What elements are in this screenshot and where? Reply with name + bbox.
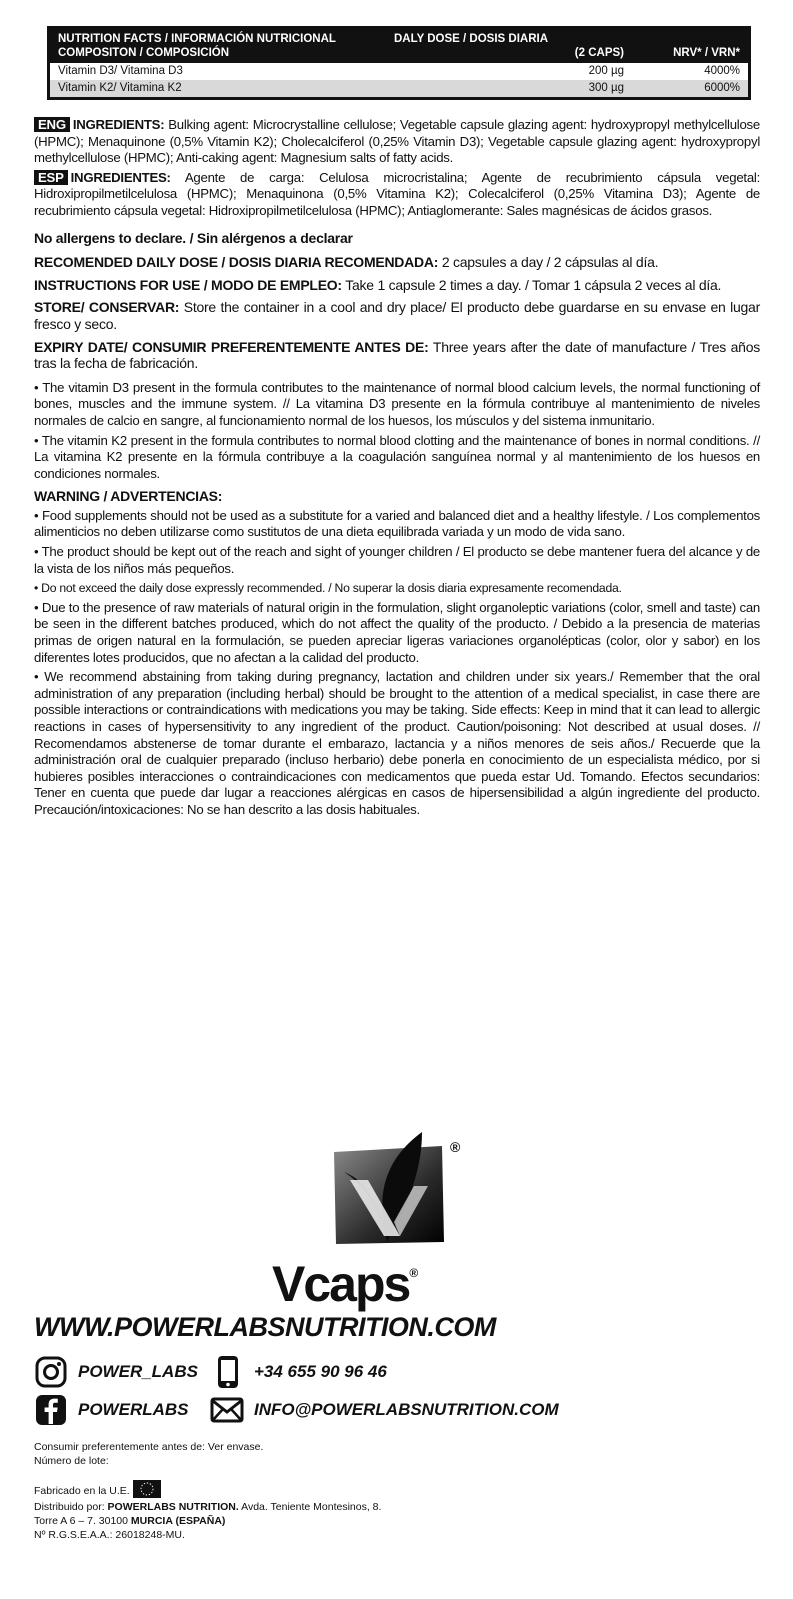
ingredients-es-label: INGREDIENTES: bbox=[70, 169, 171, 185]
phone-number: +34 655 90 96 46 bbox=[254, 1362, 387, 1381]
dist-prefix: Distribuido por: bbox=[34, 1501, 105, 1513]
facebook-contact[interactable] bbox=[34, 1393, 189, 1427]
ingredients-es bbox=[34, 170, 760, 220]
warning-title: WARNING / ADVERTENCIAS: bbox=[34, 488, 223, 505]
health-claim: • The vitamin K2 present in the formula contributes to normal blood clotting and the maintenance of bones in normal conditions. // La vitamina K2 presente en la fórmula contribuye a la coagulación sanguínea normal y al mantenimiento de los huesos en condiciones normales. bbox=[34, 432, 760, 481]
website-link[interactable]: WWW.POWERLABSNUTRITION.COM bbox=[34, 1312, 496, 1342]
nutrition-table bbox=[47, 26, 751, 100]
ingredients-en-label: INGREDIENTS: bbox=[72, 117, 165, 132]
warning-item: • Do not exceed the daily dose expressly recommended. / No superar la dosis diaria expresamente recomendada. bbox=[34, 581, 622, 596]
nutrient-nrv: 4000% bbox=[704, 65, 740, 77]
address-line: Torre A 6 – 7. 30100 bbox=[34, 1515, 128, 1527]
footer-rgsea: Nº R.G.S.E.A.A.: 26018248-MU. bbox=[34, 1529, 185, 1541]
expiry bbox=[34, 339, 760, 372]
table-row bbox=[50, 80, 748, 97]
warning-item: • Due to the presence of raw materials of natural origin in the formulation, slight organoleptic variations (color, smell and taste) can be seen in the different batches produced, which do not affect the quality of the producto. / Debido a la presencia de materias primas de origen natural en la formulación, se pueden apreciar ligeras variaciones organolépticas (color, olor y sabor) en los diferentes lotes producidos, que no afectan a la calidad del producto. bbox=[34, 599, 760, 665]
header-title: NUTRITION FACTS / INFORMACIÓN NUTRICIONAL bbox=[58, 33, 336, 45]
ingredients-en-text: Bulking agent: Microcrystalline cellulose; Vegetable capsule glazing agent: hydroxypropyl methylcellulose (HPMC); Menaquinone (0,5% Vitamin K2); Cholecalciferol (0,25% Vitamin D3); Vegetable capsule glazing agent: hydroxypropyl methylcellulose (HPMC); Anti-caking agent: Magnesium salts of fatty acids. bbox=[34, 117, 760, 166]
nutrient-name: Vitamin D3/ Vitamina D3 bbox=[58, 65, 183, 77]
footer-lot: Número de lote: bbox=[34, 1455, 109, 1467]
instagram-contact[interactable] bbox=[34, 1355, 198, 1389]
expiry-text: Three years after the date of manufacture / Tres años tras la fecha de fabricación. bbox=[34, 338, 760, 372]
header-caps: (2 CAPS) bbox=[574, 47, 624, 59]
nutrient-value: 300 µg bbox=[588, 82, 624, 94]
phone-icon bbox=[210, 1355, 244, 1389]
instructions bbox=[34, 277, 760, 294]
warning-item: • Food supplements should not be used as a substitute for a varied and balanced diet and a healthy lifestyle. / Los complementos alimenticios no deben utilizarse como sustitutos de una dieta equilibrada variada y un modo de vida sano. bbox=[34, 507, 760, 540]
label-content bbox=[34, 26, 760, 819]
lang-tag-eng: ENG bbox=[34, 117, 70, 132]
daily-dose bbox=[34, 254, 760, 271]
dist-name: POWERLABS NUTRITION. bbox=[107, 1501, 239, 1513]
email-contact[interactable] bbox=[210, 1393, 559, 1427]
ingredients-en bbox=[34, 117, 760, 167]
vcaps-reg: ® bbox=[409, 1266, 417, 1280]
footer-address bbox=[34, 1514, 225, 1528]
vcaps-logo bbox=[272, 1124, 522, 1312]
ingredients-es-text: Agente de carga: Celulosa microcristalina; Agente de recubrimiento cápsula vegetal: Hidroxipropilmetilcelulosa (HPMC); Menaquinona (0,5% Vitamina K2); Colecalciferol (0,25% Vitamina D3); Agente de recubrimiento cápsula vegetal: Hidroxipropilmetilcelulosa (HPMC); Antiaglomerante: Sales magnésicas de ácidos grasos. bbox=[34, 169, 760, 218]
storage-text: Store the container in a cool and dry place/ El producto debe guardarse en su envase en lugar fresco y seco. bbox=[34, 299, 760, 332]
nutrient-nrv: 6000% bbox=[704, 82, 740, 94]
table-row bbox=[50, 63, 748, 80]
instructions-text: Take 1 capsule 2 times a day. / Tomar 1 cápsula 2 veces al día. bbox=[345, 276, 722, 293]
daily-dose-label: RECOMENDED DAILY DOSE / DOSIS DIARIA RECOMENDADA: bbox=[34, 254, 439, 271]
storage bbox=[34, 299, 760, 332]
footer-made-in bbox=[34, 1480, 161, 1498]
header-nrv: NRV* / VRN* bbox=[673, 47, 740, 59]
nutrient-value: 200 µg bbox=[588, 65, 624, 77]
dist-address: Avda. Teniente Montesinos, 8. bbox=[241, 1501, 382, 1513]
instructions-label: INSTRUCTIONS FOR USE / MODO DE EMPLEO: bbox=[34, 276, 342, 293]
registered-mark: ® bbox=[450, 1139, 461, 1155]
mail-icon bbox=[210, 1393, 244, 1427]
warning-item: • The product should be kept out of the reach and sight of younger children / El producto se debe mantener fuera del alcance y de la vista de los niños más pequeños. bbox=[34, 544, 760, 576]
expiry-label: EXPIRY DATE/ CONSUMIR PREFERENTEMENTE ANTES DE: bbox=[34, 338, 429, 355]
made-in-text: Fabricado en la U.E. bbox=[34, 1485, 130, 1497]
vcaps-wordmark: Vcaps bbox=[272, 1256, 410, 1312]
footer-distributor bbox=[34, 1500, 381, 1514]
health-claim: • The vitamin D3 present in the formula contributes to the maintenance of normal blood calcium levels, the normal functioning of bones, muscles and the immune system. // La vitamina D3 presente en la fórmula contribuye al mantenimiento de niveles normales de calcio en sangre, al funcionamiento normal de los huesos, los músculos y del sistema inmunitario. bbox=[34, 379, 760, 428]
email-address: INFO@POWERLABSNUTRITION.COM bbox=[254, 1400, 559, 1419]
nutrition-table-header bbox=[50, 29, 748, 63]
header-composition: COMPOSITON / COMPOSICIÓN bbox=[58, 47, 230, 59]
facebook-icon bbox=[34, 1393, 68, 1427]
warning-item: • We recommend abstaining from taking during pregnancy, lactation and children under six years./ Remember that the oral administration of any preparation (including herbal) should be brought to the attention of a medical specialist, in case there are possible interactions or contraindications with medications you may be taking. Side effects: Keep in mind that it can lead to allergic reactions in cases of hypersensitivity to any ingredient of the product. Caution/poisoning: Not described at usual doses. // Recomendamos abstenerse de tomar durante el embarazo, lactancia y a niños menores de seis años./ Recuerde que la administración oral de cualquier preparado (incluso herbario) debe ponerla en conocimiento de un especialista médico, por si hubieres posibles interacciones o contraindicaciones con medicamentos que pueda estar Ud. Tomando. Efectos secundarios: Tener en cuenta que puede dar lugar a reacciones alérgicas en casos de hipersensibilidad a algún ingrediente del producto. Precaución/intoxicaciones: No se han descrito a las dosis habituales. bbox=[34, 669, 760, 817]
storage-label: STORE/ CONSERVAR: bbox=[34, 299, 180, 316]
address-city: MURCIA (ESPAÑA) bbox=[130, 1515, 226, 1527]
daily-dose-text: 2 capsules a day / 2 cápsulas al día. bbox=[441, 254, 659, 271]
instagram-handle: POWER_LABS bbox=[78, 1362, 198, 1381]
header-daily-dose: DALY DOSE / DOSIS DIARIA bbox=[394, 33, 549, 45]
phone-contact[interactable] bbox=[210, 1355, 387, 1389]
allergens-note: No allergens to declare. / Sin alérgenos a declarar bbox=[34, 229, 353, 246]
footer-best-before: Consumir preferentemente antes de: Ver envase. bbox=[34, 1441, 264, 1453]
eu-flag-icon bbox=[133, 1480, 161, 1498]
instagram-icon bbox=[34, 1355, 68, 1389]
facebook-handle: POWERLABS bbox=[78, 1400, 189, 1419]
nutrient-name: Vitamin K2/ Vitamina K2 bbox=[58, 82, 182, 94]
lang-tag-esp: ESP bbox=[34, 170, 68, 185]
